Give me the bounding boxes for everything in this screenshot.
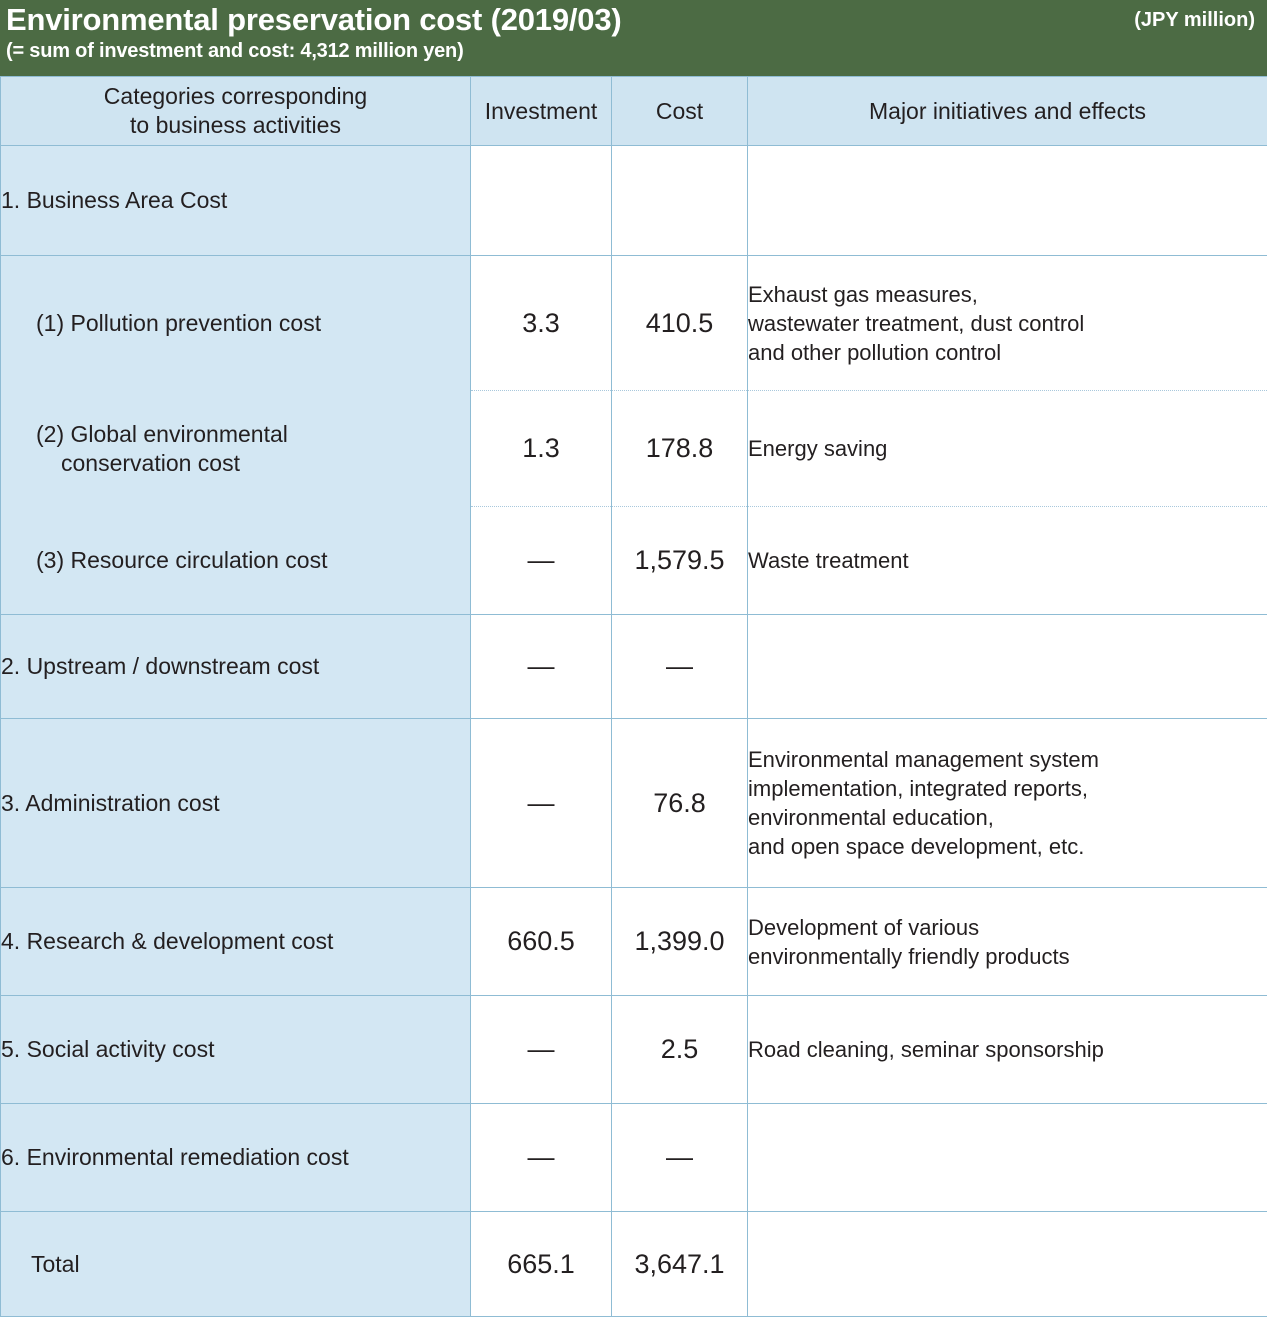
row-cost: 76.8: [612, 719, 748, 888]
row-description: [748, 256, 1267, 391]
row-investment: —: [471, 615, 612, 719]
row-description: [748, 507, 1267, 615]
table-row: [1, 719, 1267, 888]
row-cost: 3,647.1: [612, 1212, 748, 1317]
table-row: [1, 888, 1267, 996]
table-row: [1, 615, 1267, 719]
row-description-line: wastewater treatment, dust control: [748, 309, 1267, 338]
row-cost: 178.8: [612, 391, 748, 507]
row-category-number: (1): [36, 310, 64, 336]
row-cost: —: [612, 1104, 748, 1212]
row-investment: —: [471, 719, 612, 888]
page-title: Environmental preservation cost (2019/03): [6, 2, 1257, 38]
row-investment: 3.3: [471, 256, 612, 391]
row-investment: [471, 146, 612, 256]
table-row: [1, 507, 1267, 615]
environmental-cost-table: [0, 76, 1267, 1317]
table-row: [1, 256, 1267, 391]
column-header-initiatives: Major initiatives and effects: [748, 77, 1267, 146]
row-investment: 660.5: [471, 888, 612, 996]
column-header-cost: Cost: [612, 77, 748, 146]
row-description-line: Development of various: [748, 913, 1267, 942]
row-description: [748, 888, 1267, 996]
row-description-line: Waste treatment: [748, 546, 1267, 575]
row-investment: —: [471, 507, 612, 615]
row-description: [748, 1104, 1267, 1212]
row-cost: 2.5: [612, 996, 748, 1104]
row-description-line: and open space development, etc.: [748, 832, 1267, 861]
row-investment: 1.3: [471, 391, 612, 507]
row-description: [748, 996, 1267, 1104]
row-description: [748, 1212, 1267, 1317]
row-category: 5. Social activity cost: [1, 996, 471, 1104]
table-row: [1, 391, 1267, 507]
row-cost: 1,579.5: [612, 507, 748, 615]
row-category: [1, 256, 471, 391]
row-description: [748, 719, 1267, 888]
row-category-label: Resource circulation cost: [71, 547, 328, 573]
row-description: [748, 146, 1267, 256]
table-row-total: [1, 1212, 1267, 1317]
row-category: 1. Business Area Cost: [1, 146, 471, 256]
row-description-line: Energy saving: [748, 434, 1267, 463]
row-category: 4. Research & development cost: [1, 888, 471, 996]
row-description-line: and other pollution control: [748, 338, 1267, 367]
row-cost: —: [612, 615, 748, 719]
table-row: [1, 996, 1267, 1104]
currency-unit-label: (JPY million): [1134, 9, 1255, 32]
row-cost: [612, 146, 748, 256]
table-header-row: [1, 77, 1267, 146]
row-category: 3. Administration cost: [1, 719, 471, 888]
row-investment: —: [471, 1104, 612, 1212]
row-investment: 665.1: [471, 1212, 612, 1317]
column-header-category-line1: Categories corresponding: [1, 82, 470, 111]
row-description-line: Environmental management system: [748, 745, 1267, 774]
table-row: [1, 146, 1267, 256]
row-description: [748, 391, 1267, 507]
column-header-category-line2: to business activities: [1, 111, 470, 140]
column-header-category: [1, 77, 471, 146]
row-category-label: Global environmental: [71, 421, 288, 447]
row-category-label-line2: conservation cost: [61, 449, 470, 478]
row-cost: 410.5: [612, 256, 748, 391]
table-row: [1, 1104, 1267, 1212]
page-header: [0, 0, 1267, 76]
row-description-line: implementation, integrated reports,: [748, 774, 1267, 803]
row-description-line: Road cleaning, seminar sponsorship: [748, 1035, 1267, 1064]
row-category-number: (3): [36, 547, 64, 573]
row-category: [1, 507, 471, 615]
row-description-line: Exhaust gas measures,: [748, 280, 1267, 309]
row-category: [1, 391, 471, 507]
column-header-investment: Investment: [471, 77, 612, 146]
row-category-number: (2): [36, 421, 64, 447]
row-category: 6. Environmental remediation cost: [1, 1104, 471, 1212]
row-description: [748, 615, 1267, 719]
row-category: Total: [1, 1212, 471, 1317]
row-cost: 1,399.0: [612, 888, 748, 996]
row-description-line: environmental education,: [748, 803, 1267, 832]
page-subtitle: (= sum of investment and cost: 4,312 million yen): [6, 38, 1257, 64]
row-description-line: environmentally friendly products: [748, 942, 1267, 971]
row-category: 2. Upstream / downstream cost: [1, 615, 471, 719]
row-category-label: Pollution prevention cost: [71, 310, 322, 336]
row-investment: —: [471, 996, 612, 1104]
